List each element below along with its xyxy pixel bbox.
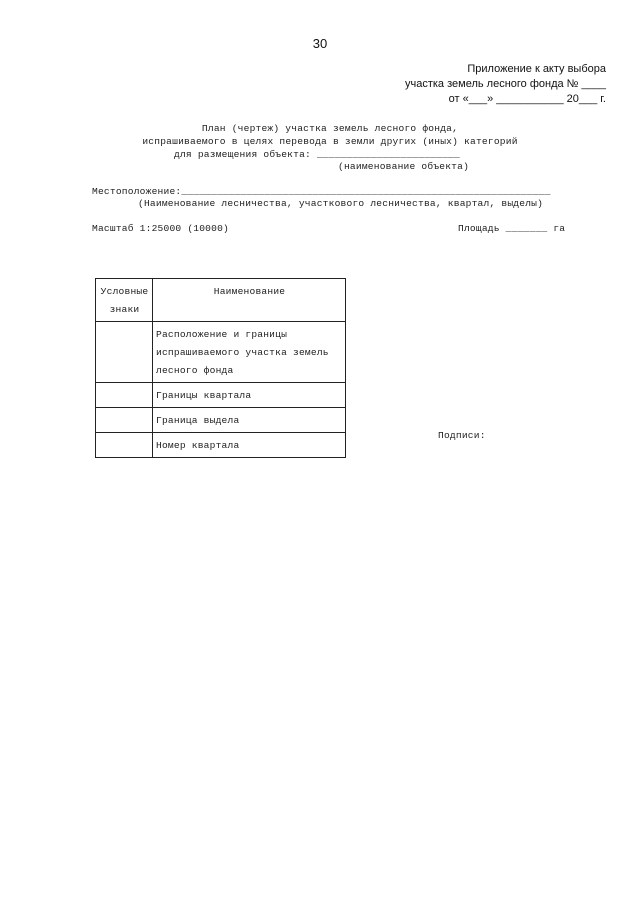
legend-symbol-cell — [96, 383, 153, 408]
legend-header-symbol-text: Условные знаки — [100, 286, 149, 315]
legend-row — [96, 383, 346, 408]
legend-name-cell — [153, 408, 346, 433]
legend-header-row — [96, 279, 346, 322]
legend-symbol-cell — [96, 433, 153, 458]
legend-symbol-cell — [96, 322, 153, 383]
legend-header-symbol — [96, 279, 153, 322]
legend-name-cell — [153, 322, 346, 383]
legend-name-cell — [153, 383, 346, 408]
legend-row — [96, 322, 346, 383]
appendix-act-number: участка земель лесного фонда № ____ — [404, 78, 606, 90]
signatures-label: Подписи: — [438, 430, 486, 441]
plan-object-field: для размещения объекта: ________________________ — [174, 149, 460, 160]
plan-object-hint: (наименование объекта) — [338, 161, 470, 172]
scale-label: Масштаб 1:25000 (10000) — [92, 223, 230, 234]
legend-table — [95, 278, 346, 458]
legend-name-text: Номер квартала — [156, 440, 240, 451]
plan-title-line1: План (чертеж) участка земель лесного фонда, — [201, 123, 459, 134]
location-hint: (Наименование лесничества, участкового лесничества, квартал, выделы) — [138, 198, 544, 209]
legend-name-text: Расположение и границы испрашиваемого участка земель лесного фонда — [156, 329, 329, 376]
appendix-date: от «___» ___________ 20___ г. — [448, 93, 606, 105]
plan-title-line2: испрашиваемого в целях перевода в земли других (иных) категорий — [142, 136, 518, 147]
location-field: Местоположение:______________________________________________________________ — [92, 186, 551, 197]
legend-row — [96, 408, 346, 433]
legend-name-cell — [153, 433, 346, 458]
legend-header-name-text: Наименование — [213, 286, 286, 297]
area-field: Площадь _______ га — [458, 223, 566, 234]
legend-row — [96, 433, 346, 458]
appendix-title: Приложение к акту выбора — [467, 63, 606, 75]
legend-name-text: Границы квартала — [156, 390, 252, 401]
legend-header-name — [153, 279, 346, 322]
legend-symbol-cell — [96, 408, 153, 433]
page-number: 30 — [312, 36, 328, 51]
legend-name-text: Граница выдела — [156, 415, 240, 426]
